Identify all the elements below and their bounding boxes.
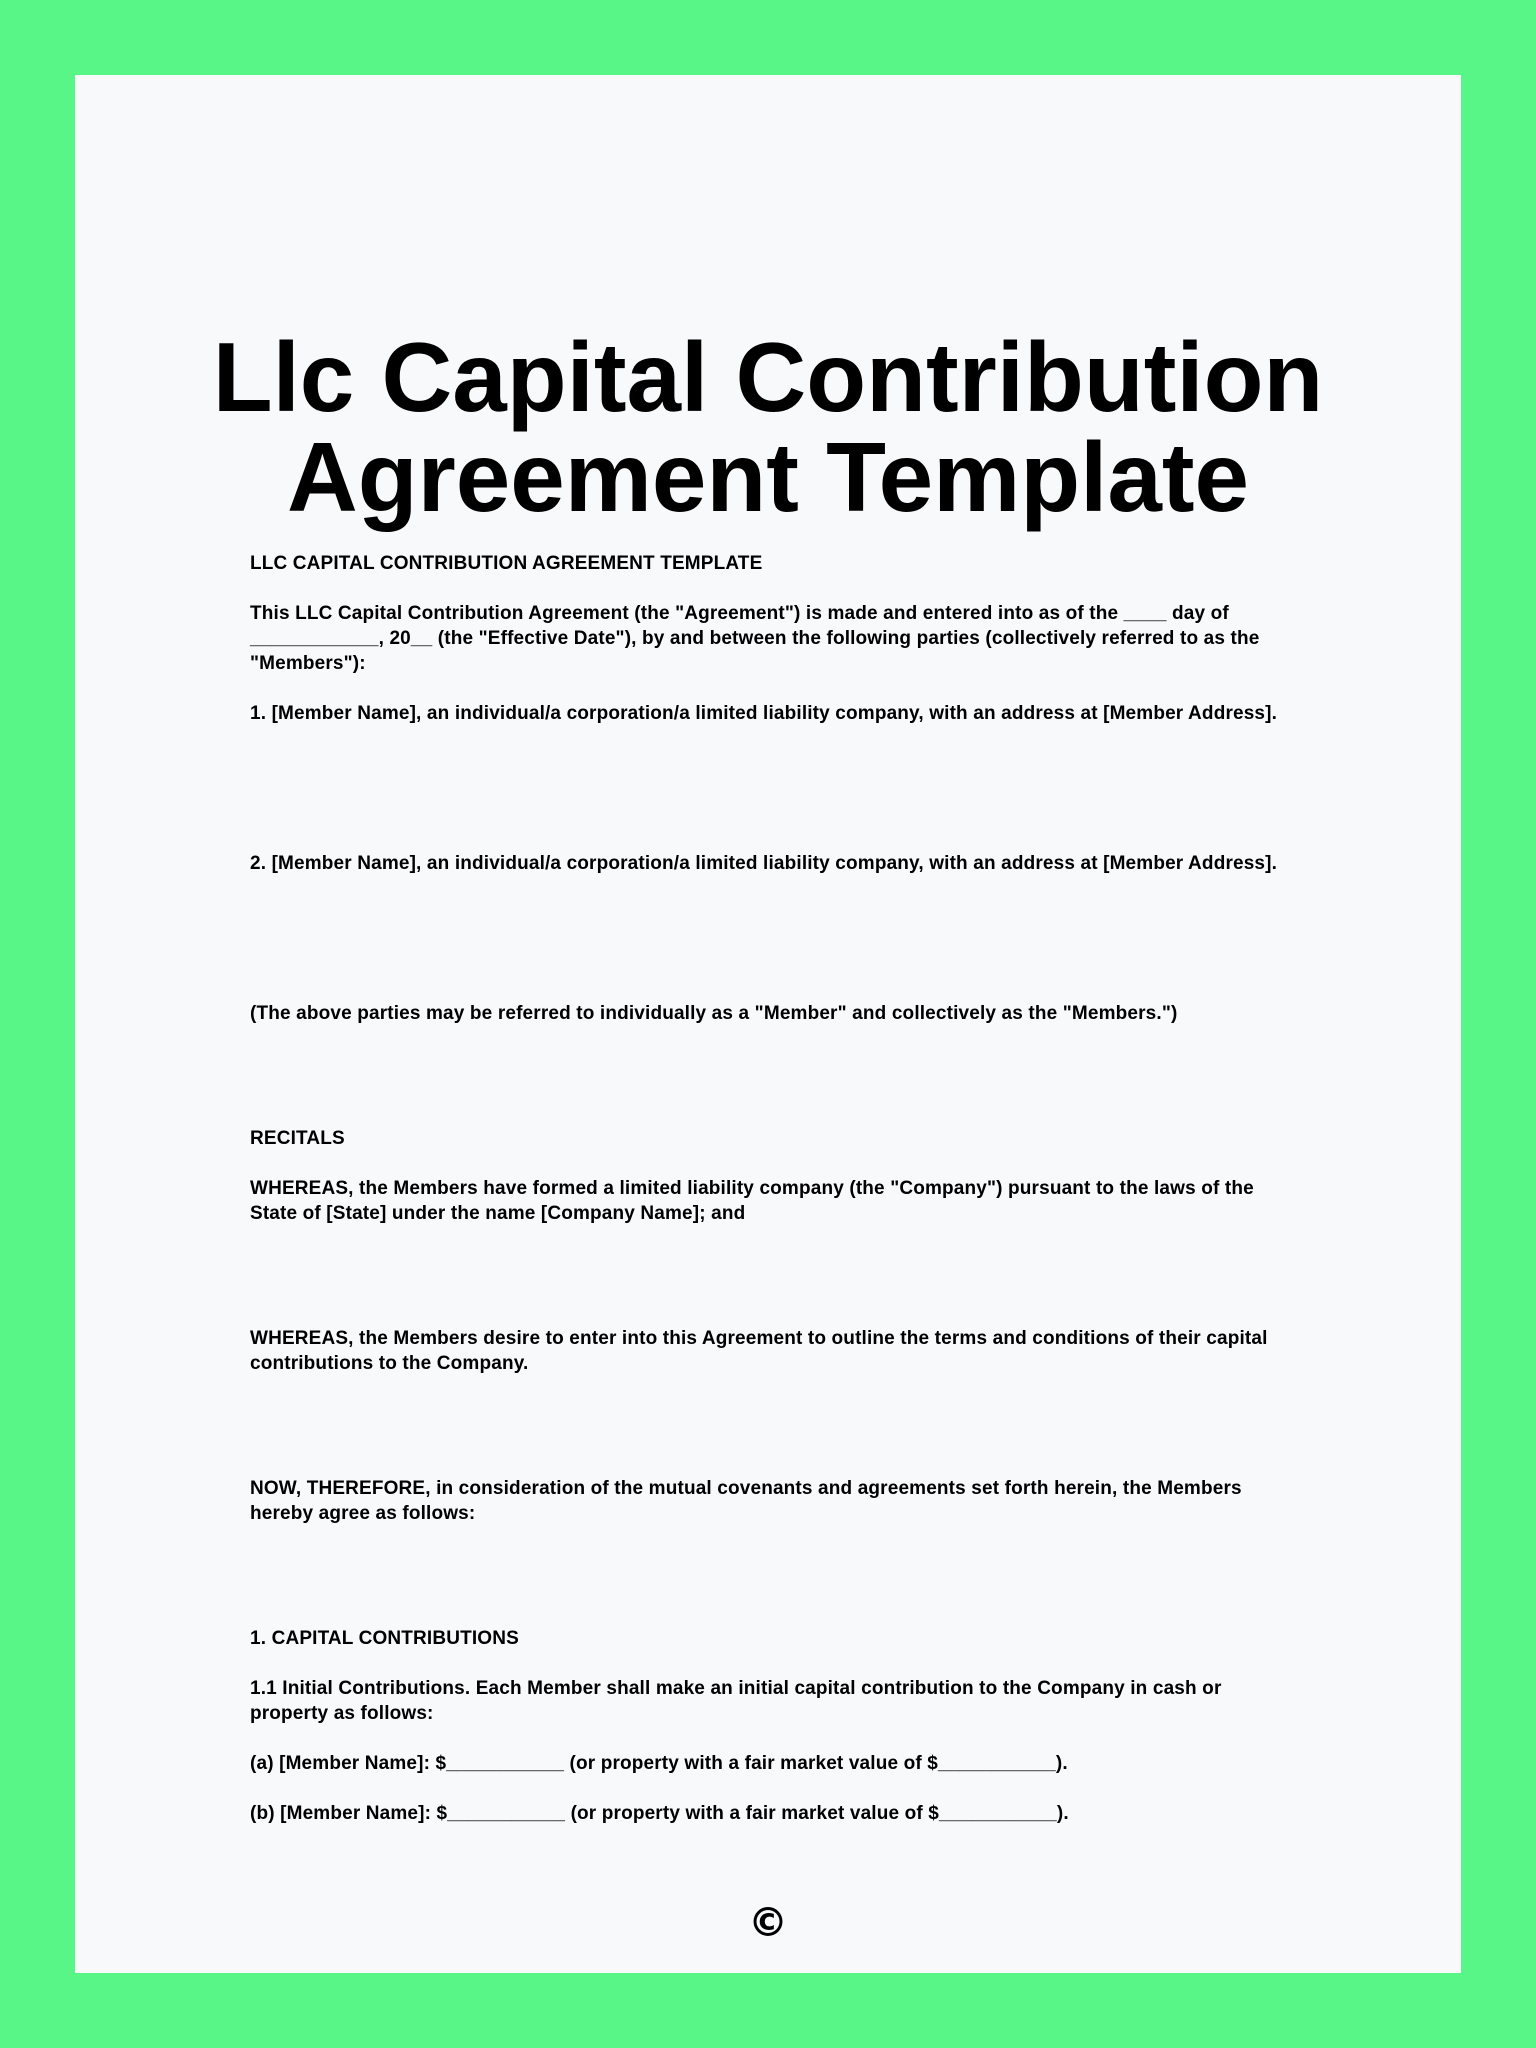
title-line-1: Llc Capital Contribution	[212, 322, 1324, 432]
document-page	[75, 75, 1461, 1973]
whereas-2-paragraph: WHEREAS, the Members desire to enter into this Agreement to outline the terms and conditions of their capital contributions to the Company.	[250, 1328, 1273, 1374]
recitals-heading: RECITALS	[250, 1128, 345, 1149]
whereas-1-paragraph: WHEREAS, the Members have formed a limited liability company (the "Company") pursuant to the laws of the State of [State] under the name [Company Name]; and	[250, 1178, 1260, 1224]
title-line-2: Agreement Template	[286, 422, 1250, 532]
parties-note-paragraph: (The above parties may be referred to individually as a "Member" and collectively as the "Members.")	[250, 1003, 1178, 1024]
document-heading: LLC CAPITAL CONTRIBUTION AGREEMENT TEMPLATE	[250, 553, 763, 574]
party-1-paragraph: 1. [Member Name], an individual/a corporation/a limited liability company, with an address at [Member Address].	[250, 703, 1278, 724]
page-title	[75, 322, 1461, 532]
section-1-1-paragraph: 1.1 Initial Contributions. Each Member shall make an initial capital contribution to the Company in cash or property as follows:	[250, 1678, 1227, 1724]
now-therefore-paragraph: NOW, THEREFORE, in consideration of the mutual covenants and agreements set forth herein, the Members hereby agree as follows:	[250, 1478, 1248, 1524]
party-2-paragraph: 2. [Member Name], an individual/a corporation/a limited liability company, with an address at [Member Address].	[250, 853, 1278, 874]
section-1-heading: 1. CAPITAL CONTRIBUTIONS	[250, 1628, 519, 1649]
item-a-paragraph: (a) [Member Name]: $___________ (or property with a fair market value of $___________).	[250, 1753, 1068, 1774]
item-b-paragraph: (b) [Member Name]: $___________ (or property with a fair market value of $___________).	[250, 1803, 1069, 1824]
intro-paragraph: This LLC Capital Contribution Agreement (the "Agreement") is made and entered into as of the ____ day of ____________, 20__ (the "Effective Date"), by and between the following parties (collectively referred to as the "Members"):	[250, 603, 1265, 674]
copyright-icon: ©	[748, 1900, 788, 1946]
